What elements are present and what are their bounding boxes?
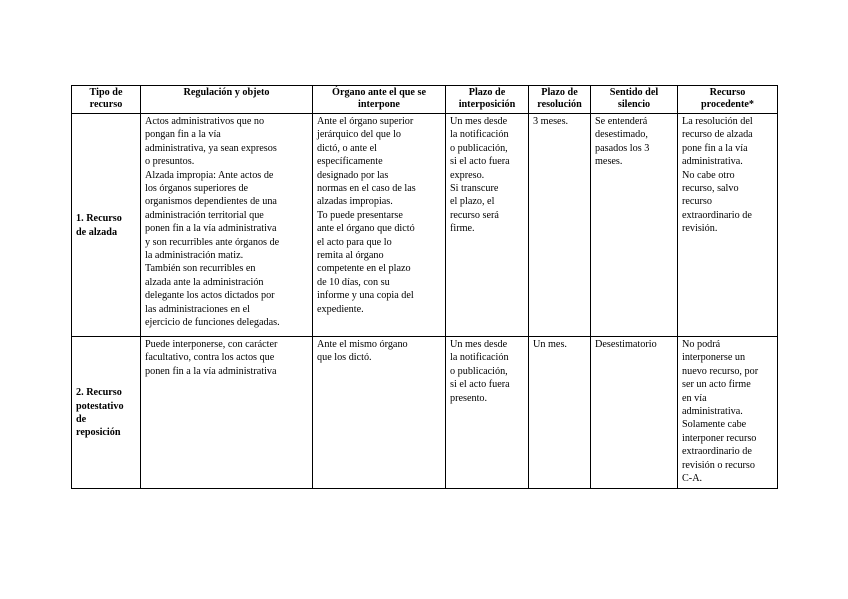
cell-text-line: nuevo recurso, por — [682, 365, 759, 377]
cell-text-line: extraordinario de — [682, 446, 752, 458]
cell-organo — [313, 337, 446, 489]
cell-text-line: desestimado, — [595, 129, 648, 141]
cell-text-line: normas en el caso de las — [317, 183, 416, 195]
cell-text-line: de — [76, 414, 87, 425]
cell-text-line: Se entenderá — [595, 116, 648, 127]
cell-text-line: C-A. — [682, 473, 703, 485]
cell-recurso-procedente — [678, 114, 778, 337]
cell-text-line: recurso — [682, 196, 712, 208]
cell-recurso-procedente — [678, 337, 778, 489]
cell-text-line: expediente. — [317, 303, 364, 315]
cell-text-line: No cabe otro — [682, 169, 735, 181]
cell-text-line: revisión. — [682, 223, 718, 235]
cell-text-line: No podrá — [682, 339, 721, 350]
cell-text-line: o presuntos. — [145, 156, 195, 168]
cell-plazo-resolucion — [529, 114, 591, 337]
cell-text-line: si el acto fuera — [450, 156, 510, 168]
cell-text-line: expreso. — [450, 169, 485, 181]
cell-text-line: interposición — [458, 99, 516, 110]
cell-text-line: 2. Recurso — [76, 387, 122, 399]
cell-text-line: o publicación, — [450, 365, 508, 377]
cell-regulacion — [141, 337, 313, 489]
cell-text-line: el plazo, el — [450, 196, 495, 208]
header-plazo-resolucion — [529, 86, 591, 114]
cell-text-line: Desestimatorio — [595, 339, 657, 350]
cell-text-line: Recurso — [709, 87, 746, 98]
cell-text-line: silencio — [617, 99, 651, 110]
cell-text-line: Tipo de — [89, 87, 123, 98]
cell-text-line: Sentido del — [609, 87, 659, 98]
cell-text-line: y son recurribles ante órganos de — [145, 236, 280, 248]
cell-text-line: las administraciones en el — [145, 303, 250, 315]
cell-regulacion — [141, 114, 313, 337]
cell-text-line: pasados los 3 — [595, 142, 650, 154]
cell-text-line: recurso será — [450, 209, 499, 221]
cell-text-line: recurso — [89, 99, 123, 110]
cell-text-line: dictó, o ante el — [317, 142, 377, 154]
cell-text-line: potestativo — [76, 400, 124, 412]
cell-text-line: extraordinario de — [682, 209, 752, 221]
cell-text-line: Solamente cabe — [682, 419, 747, 431]
cell-text-line: También son recurribles en — [145, 263, 256, 275]
cell-text-line: la notificación — [450, 129, 509, 141]
cell-text-line: ser un acto firme — [682, 379, 751, 391]
cell-text-line: firme. — [450, 223, 475, 235]
cell-text-line: alzada ante la administración — [145, 276, 264, 288]
cell-text-line: Plazo de — [468, 87, 506, 98]
cell-text-line: Un mes desde — [450, 339, 508, 350]
cell-text-line: reposición — [76, 427, 121, 439]
cell-text-line: informe y una copia del — [317, 290, 414, 302]
cell-text-line: Un mes desde — [450, 116, 508, 127]
cell-text-line: que los dictó. — [317, 352, 372, 364]
cell-text-line: ponen fin a la vía administrativa — [145, 365, 277, 377]
cell-text-line: la notificación — [450, 352, 509, 364]
cell-text-line: interponerse un — [682, 352, 746, 364]
table-row-alzada — [72, 114, 778, 337]
cell-text-line: Regulación y objeto — [183, 87, 270, 98]
cell-text-line: designado por las — [317, 169, 389, 181]
cell-text-line: de alzada — [76, 226, 118, 238]
header-row — [72, 86, 778, 114]
cell-text-line: ejercicio de funciones delegadas. — [145, 317, 280, 329]
table-row-reposicion — [72, 337, 778, 489]
header-tipo — [72, 86, 141, 114]
cell-text-line: alzadas impropias. — [317, 196, 393, 208]
cell-tipo — [72, 114, 141, 337]
cell-plazo-resolucion — [529, 337, 591, 489]
cell-text-line: los órganos superiores de — [145, 183, 249, 195]
cell-text-line: remita al órgano — [317, 250, 384, 262]
cell-text-line: administrativa. — [682, 406, 743, 418]
cell-tipo — [72, 337, 141, 489]
cell-text-line: 3 meses. — [533, 116, 569, 127]
cell-text-line: recurso, salvo — [682, 183, 739, 195]
cell-text-line: Si transcure — [450, 183, 499, 195]
cell-text-line: procedente* — [700, 99, 754, 110]
cell-text-line: pone fin a la vía — [682, 142, 748, 154]
recursos-table — [71, 85, 778, 489]
cell-text-line: jerárquico del que lo — [317, 129, 402, 141]
cell-text-line: interpone — [358, 99, 400, 110]
header-regulacion — [141, 86, 313, 114]
cell-text-line: resolución — [537, 99, 582, 110]
cell-text-line: Alzada impropia: Ante actos de — [145, 169, 274, 181]
cell-text-line: delegante los actos dictados por — [145, 290, 275, 302]
cell-text-line: de 10 días, con su — [317, 276, 390, 288]
cell-text-line: organismos dependientes de una — [145, 196, 277, 208]
cell-text-line: revisión o recurso — [682, 459, 755, 471]
cell-organo — [313, 114, 446, 337]
cell-text-line: administrativa, ya sean expresos — [145, 142, 277, 154]
cell-text-line: 1. Recurso — [76, 213, 122, 225]
cell-sentido-silencio — [591, 114, 678, 337]
cell-text-line: específicamente — [317, 156, 383, 168]
cell-text-line: si el acto fuera — [450, 379, 510, 391]
cell-text-line: pongan fin a la vía — [145, 129, 221, 141]
cell-text-line: La resolución del — [682, 116, 753, 127]
cell-text-line: ante el órgano que dictó — [317, 223, 415, 235]
header-sentido-silencio — [591, 86, 678, 114]
cell-text-line: Ante el órgano superior — [317, 116, 414, 127]
cell-text-line: ponen fin a la vía administrativa — [145, 223, 277, 235]
header-recurso-procedente — [678, 86, 778, 114]
cell-text-line: Actos administrativos que no — [145, 116, 265, 127]
cell-text-line: To puede presentarse — [317, 209, 403, 221]
cell-text-line: presento. — [450, 392, 488, 404]
cell-text-line: Un mes. — [533, 339, 567, 350]
cell-text-line: facultativo, contra los actos que — [145, 352, 275, 364]
cell-text-line: en vía — [682, 392, 707, 404]
cell-text-line: Ante el mismo órgano — [317, 339, 408, 350]
cell-text-line: o publicación, — [450, 142, 508, 154]
cell-text-line: administrativa. — [682, 156, 743, 168]
cell-text-line: meses. — [595, 156, 623, 168]
cell-sentido-silencio — [591, 337, 678, 489]
header-plazo-interposicion — [446, 86, 529, 114]
cell-plazo-interposicion — [446, 114, 529, 337]
cell-plazo-interposicion — [446, 337, 529, 489]
cell-text-line: Puede interponerse, con carácter — [145, 339, 278, 350]
header-organo — [313, 86, 446, 114]
cell-text-line: Plazo de — [541, 87, 578, 98]
cell-text-line: recurso de alzada — [682, 129, 753, 141]
cell-text-line: la administración matiz. — [145, 250, 244, 262]
cell-text-line: competente en el plazo — [317, 263, 411, 275]
cell-text-line: administración territorial que — [145, 209, 264, 221]
cell-text-line: Órgano ante el que se — [332, 87, 426, 98]
cell-text-line: el acto para que lo — [317, 236, 392, 248]
cell-text-line: interponer recurso — [682, 432, 757, 444]
